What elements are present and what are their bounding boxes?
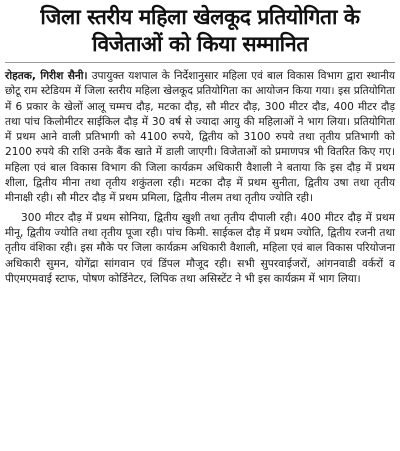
headline [5, 4, 395, 58]
article-paragraph-1-text: उपायुक्त यशपाल के निर्देशानुसार महिला एवं बाल विकास विभाग द्वारा स्थानीय छोटू राम स्टेडियम में जिला स्तरीय महिला खेलकूद प्रतियोगिता का आयोजन किया गया। इस प्रतियोगिता में 6 प्रकार के खेलों आलू चम्मच दौड़, मटका दौड़, सौ मीटर दौड़, 300 मीटर दौड, 400 मीटर दौड़ तथा पांच किलोमीटर साईकिल दौड़ में 30 वर्ष से ज्यादा आयु की महिलाओं ने भाग लिया। प्रतियोगिता में प्रथम आने वाली प्रतिभागी को 4100 रुपये, द्वितीय को 3100 रुपये तथा तृतीय प्रतिभागी को 2100 रुपये की राशि उनके बैंक खाते में डाली जाएगी। विजेताओं को प्रमाणपत्र भी वितरित किए गए। महिला एवं बाल विकास विभाग की जिला कार्यक्रम अधिकारी वैशाली ने बताया कि इस दौड़ में प्रथम शीला, द्वितीय मीना तथा तृतीय शकुंतला रही। मटका दौड़ में प्रथम सुनीता, द्वितीय उषा तथा तृतीय मीनाक्षी रही। सौ मीटर दौड़ में प्रथम प्रमिला, द्वितीय नीलम तथा तृतीय ज्योति रही। [5, 70, 395, 205]
article-paragraph-1 [5, 69, 395, 207]
article-body [5, 69, 395, 287]
headline-line-1: जिला स्तरीय महिला खेलकूद प्रतियोगिता के [40, 5, 360, 29]
headline-line-2: विजेताओं को किया सम्मानित [92, 32, 308, 56]
article-paragraph-2: 300 मीटर दौड़ में प्रथम सोनिया, द्वितीय खुशी तथा तृतीय दीपाली रही। 400 मीटर दौड़ में प्रथम मीनू, द्वितीय ज्योति तथा तृतीय पूजा रही। पांच किमी. साईकल दौड़ में प्रथम ज्योति, द्वितीय रजनी तथा तृतीय वंशिका रही। इस मौके पर जिला कार्यक्रम अधिकारी वैशाली, महिला एवं बाल विकास परियोजना अधिकारी सुमन, योगेंद्रा सांगवान एवं डिंपल मौजूद रही। सभी सुपरवाईजरों, आंगनवाडी वर्करों व पीएमएमवाई स्टाफ, पोषण कोर्डिनेटर, लिपिक तथा असिस्टेंट ने भी इस कार्यक्रम में भाग लिया। [5, 211, 395, 285]
dateline: रोहतक, गिरीश सैनी। [5, 70, 88, 82]
headline-divider [5, 62, 395, 63]
